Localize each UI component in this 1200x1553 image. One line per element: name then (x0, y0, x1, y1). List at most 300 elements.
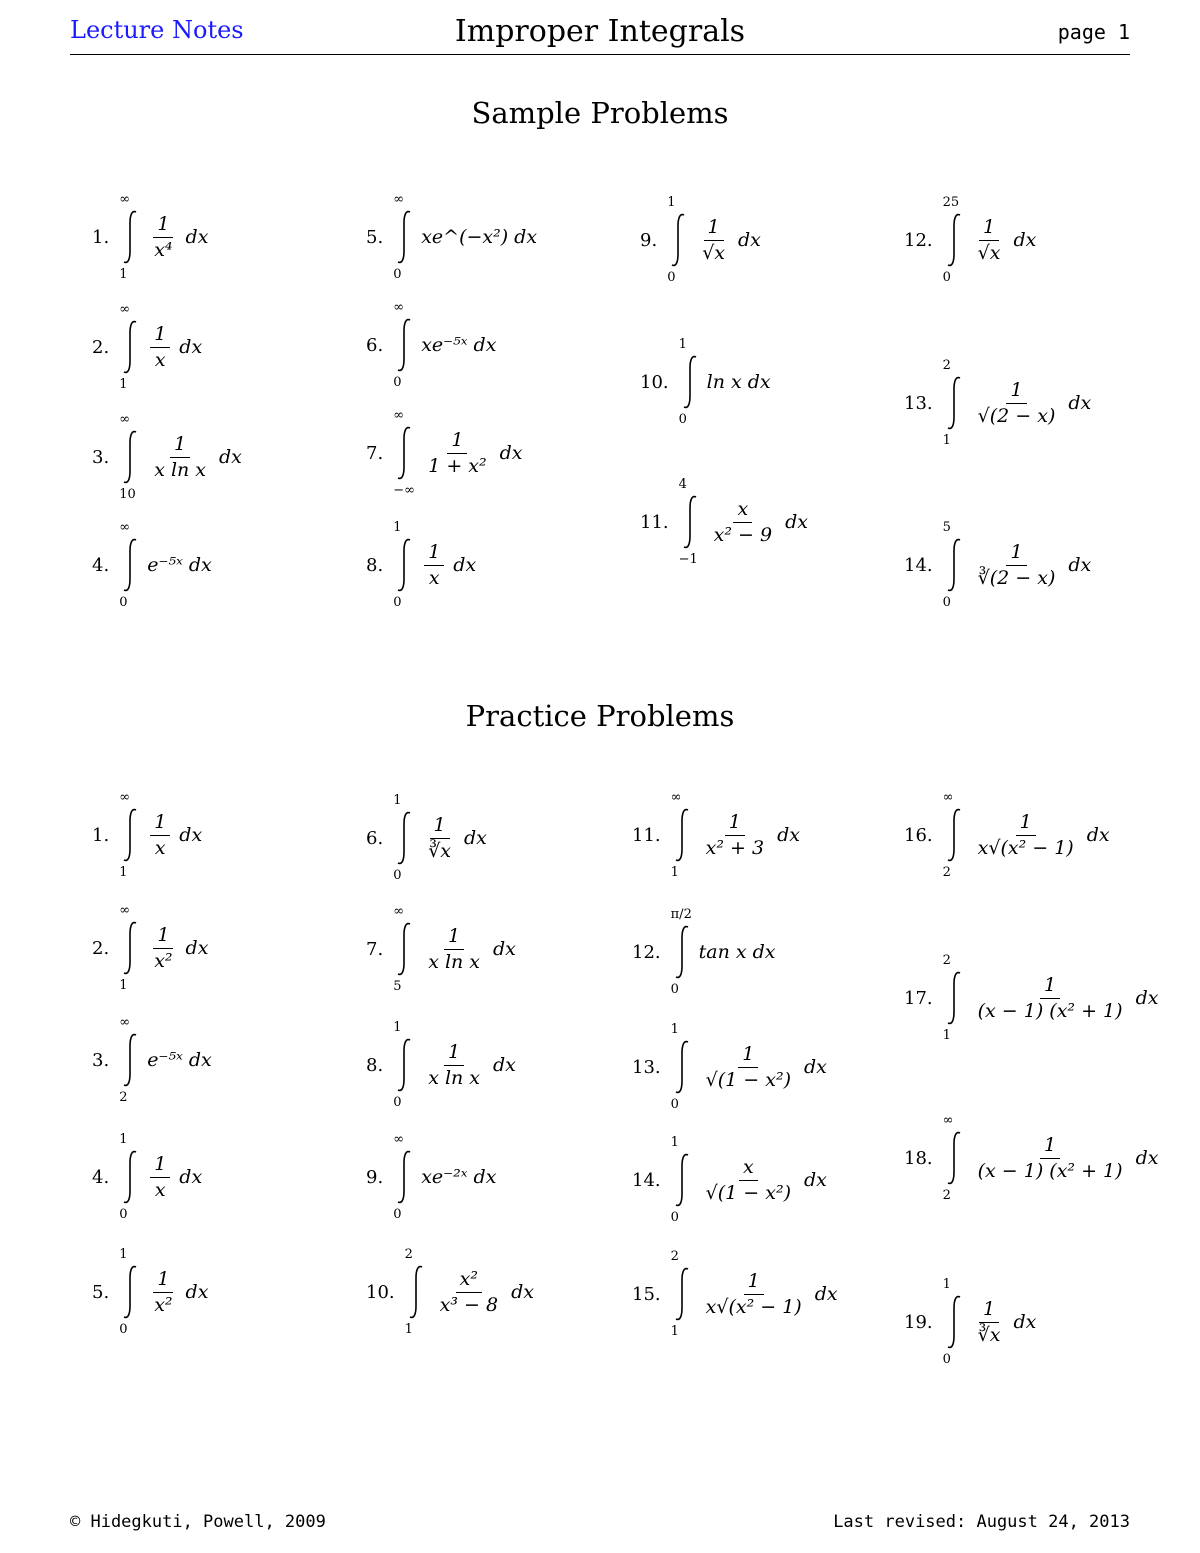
integral-sign (679, 337, 701, 427)
practice-problem (366, 904, 516, 994)
numerator: 1 (1040, 975, 1060, 999)
differential: dx (814, 1283, 838, 1305)
integral-sign (943, 1277, 965, 1367)
fraction (974, 1135, 1127, 1182)
footer-revised: Last revised: August 24, 2013 (833, 1512, 1130, 1532)
problem-number: 15. (632, 1283, 661, 1305)
sample-problem (640, 195, 761, 285)
denominator: x (154, 348, 166, 371)
integral-sign (119, 1015, 141, 1105)
denominator: x (428, 566, 440, 589)
integral-sign (671, 1249, 693, 1339)
differential: dx (185, 226, 209, 248)
problem-number: 5. (92, 1281, 110, 1303)
integral-sign (119, 192, 141, 282)
differential: dx (1135, 987, 1159, 1009)
numerator: 1 (704, 217, 724, 241)
upper-limit: ∞ (119, 903, 131, 918)
lower-limit: 0 (670, 1210, 679, 1225)
denominator: ∛x (977, 1323, 1001, 1346)
fraction (150, 1269, 176, 1316)
numerator: x² (456, 1269, 482, 1293)
integral-sign (119, 520, 141, 610)
numerator: 1 (153, 214, 173, 238)
sample-problem (92, 302, 202, 392)
integrand (147, 434, 242, 481)
fraction (150, 214, 176, 261)
problem-number: 17. (904, 987, 933, 1009)
fraction (424, 1042, 484, 1089)
practice-problem (632, 907, 776, 997)
differential: dx (1135, 1147, 1159, 1169)
sample-problem (92, 520, 212, 610)
integrand (147, 925, 208, 972)
integrand (971, 975, 1159, 1022)
differential: dx (1013, 229, 1037, 251)
practice-problem (92, 1132, 202, 1222)
practice-problem (366, 1247, 534, 1337)
upper-limit: 2 (670, 1249, 679, 1264)
fraction (436, 1269, 502, 1316)
practice-problem (366, 793, 487, 883)
problem-number: 19. (904, 1311, 933, 1333)
problem-number: 2. (92, 336, 110, 358)
fraction (698, 217, 729, 264)
lower-limit: −1 (678, 552, 698, 567)
upper-limit: ∞ (393, 192, 405, 207)
problem-number: 11. (632, 824, 661, 846)
integrand (421, 334, 496, 356)
problem-number: 8. (366, 1054, 384, 1076)
problem-number: 3. (92, 1049, 110, 1071)
denominator: x² (154, 949, 173, 972)
lower-limit: 0 (942, 595, 951, 610)
upper-limit: ∞ (942, 790, 954, 805)
integrand (421, 430, 522, 477)
practice-problem (632, 1135, 827, 1225)
integrand (147, 1049, 212, 1071)
problem-number: 11. (640, 511, 669, 533)
denominator: √(1 − x²) (705, 1068, 791, 1091)
integral-sign (119, 1247, 141, 1337)
differential: dx (493, 1054, 516, 1076)
problem-number: 16. (904, 824, 933, 846)
sample-problem (640, 477, 808, 567)
numerator: 1 (150, 324, 170, 348)
sample-problem (366, 300, 496, 390)
fraction (974, 812, 1078, 859)
lower-limit: 0 (942, 1352, 951, 1367)
upper-limit: ∞ (393, 300, 405, 315)
lower-limit: −∞ (393, 483, 415, 498)
lower-limit: 0 (393, 1095, 402, 1110)
denominator: x ln x (428, 950, 481, 973)
integral-sign (119, 790, 141, 880)
differential: dx (804, 1169, 827, 1191)
differential: dx (738, 229, 761, 251)
lower-limit: 0 (393, 1207, 402, 1222)
integral-sign (393, 192, 415, 282)
differential: dx (499, 442, 523, 464)
fraction (710, 499, 776, 546)
denominator: x√(x² − 1) (705, 1295, 802, 1318)
footer-copyright: © Hidegkuti, Powell, 2009 (70, 1512, 326, 1532)
fraction (424, 542, 444, 589)
upper-limit: 2 (942, 358, 951, 373)
integral-sign (393, 1132, 415, 1222)
integral-sign (671, 1022, 693, 1112)
lower-limit: 1 (119, 865, 128, 880)
denominator: x√(x² − 1) (977, 836, 1074, 859)
integrand (433, 1269, 534, 1316)
denominator: x (154, 1178, 166, 1201)
problem-number: 9. (366, 1166, 384, 1188)
upper-limit: 2 (404, 1247, 413, 1262)
integrand-expression: xe⁻⁵ˣ (421, 334, 468, 356)
lower-limit: 0 (670, 1097, 679, 1112)
fraction (424, 430, 490, 477)
lower-limit: 1 (942, 1028, 951, 1043)
sample-problem (904, 358, 1091, 448)
practice-problem (632, 1249, 838, 1339)
upper-limit: 1 (667, 195, 676, 210)
lower-limit: 1 (119, 978, 128, 993)
integrand (971, 812, 1110, 859)
problem-number: 5. (366, 226, 384, 248)
practice-problem (632, 790, 800, 880)
denominator: x ln x (154, 458, 207, 481)
fraction (702, 1271, 806, 1318)
differential: dx (785, 511, 808, 533)
lower-limit: 0 (119, 1322, 128, 1337)
integrand (421, 815, 487, 862)
problem-number: 7. (366, 938, 384, 960)
integrand (707, 499, 808, 546)
numerator: 1 (744, 1271, 764, 1295)
upper-limit: π/2 (670, 907, 692, 922)
sample-problem (92, 192, 208, 282)
lower-limit: 1 (404, 1322, 413, 1337)
practice-problem (632, 1022, 827, 1112)
lower-limit: 0 (942, 270, 951, 285)
sample-problem (366, 192, 537, 282)
fraction (150, 812, 170, 859)
differential: dx (804, 1056, 827, 1078)
practice-problems-heading: Practice Problems (465, 699, 735, 733)
upper-limit: 1 (393, 793, 402, 808)
differential: dx (188, 1049, 212, 1071)
integral-sign (119, 903, 141, 993)
sample-problem (904, 520, 1091, 610)
integrand (971, 380, 1092, 427)
denominator: √x (977, 241, 1001, 264)
numerator: 1 (150, 1154, 170, 1178)
numerator: 1 (430, 815, 450, 839)
lower-limit: 0 (393, 868, 402, 883)
integrand (971, 217, 1037, 264)
integral-sign (679, 477, 701, 567)
problem-number: 10. (366, 1281, 395, 1303)
differential: dx (777, 824, 800, 846)
sample-problem (904, 195, 1036, 285)
problem-number: 7. (366, 442, 384, 464)
integrand (147, 1154, 202, 1201)
denominator: √(2 − x) (977, 404, 1056, 427)
upper-limit: 1 (670, 1022, 679, 1037)
practice-problem (904, 1277, 1036, 1367)
numerator: 1 (424, 542, 444, 566)
integral-sign (393, 793, 415, 883)
integrand (699, 812, 800, 859)
lower-limit: 2 (942, 865, 951, 880)
lower-limit: 0 (393, 595, 402, 610)
integrand-expression: tan x (698, 941, 747, 963)
lower-limit: 1 (119, 267, 128, 282)
differential: dx (1013, 1311, 1037, 1333)
integral-sign (393, 520, 415, 610)
fraction (150, 434, 210, 481)
differential: dx (185, 1281, 209, 1303)
differential: dx (185, 937, 209, 959)
lower-limit: 0 (119, 1207, 128, 1222)
differential: dx (179, 1166, 203, 1188)
fraction (150, 1154, 170, 1201)
differential: dx (1068, 392, 1092, 414)
problem-number: 14. (632, 1169, 661, 1191)
integrand (421, 926, 516, 973)
integral-sign (671, 1135, 693, 1225)
denominator: √x (702, 241, 726, 264)
upper-limit: 4 (678, 477, 687, 492)
integrand (699, 1044, 827, 1091)
sample-problem (366, 520, 476, 610)
lower-limit: 1 (119, 377, 128, 392)
lower-limit: 1 (670, 1324, 679, 1339)
upper-limit: ∞ (670, 790, 682, 805)
denominator: x² + 3 (705, 836, 765, 859)
integrand (707, 371, 771, 393)
integrand (147, 214, 208, 261)
fraction (424, 815, 455, 862)
integral-sign (393, 300, 415, 390)
integrand (421, 1166, 496, 1188)
numerator: 1 (1006, 542, 1026, 566)
denominator: x³ − 8 (439, 1293, 499, 1316)
integrand (147, 554, 212, 576)
integrand (421, 226, 537, 248)
numerator: x (733, 499, 752, 523)
denominator: 1 + x² (428, 454, 487, 477)
fraction (974, 380, 1060, 427)
integrand-expression: ln x (706, 371, 742, 393)
numerator: 1 (153, 925, 173, 949)
numerator: 1 (153, 1269, 173, 1293)
fraction (974, 217, 1005, 264)
upper-limit: 2 (942, 953, 951, 968)
differential: dx (752, 941, 776, 963)
numerator: 1 (1040, 1135, 1060, 1159)
integrand (699, 1271, 838, 1318)
integral-sign (405, 1247, 427, 1337)
differential: dx (179, 824, 203, 846)
upper-limit: 1 (678, 337, 687, 352)
sample-problems-heading: Sample Problems (471, 96, 729, 130)
integrand (695, 217, 761, 264)
lower-limit: 0 (678, 412, 687, 427)
upper-limit: ∞ (119, 1015, 131, 1030)
numerator: 1 (725, 812, 745, 836)
denominator: ∛(2 − x) (977, 566, 1056, 589)
lower-limit: 2 (942, 1188, 951, 1203)
fraction (150, 925, 176, 972)
upper-limit: ∞ (119, 302, 131, 317)
upper-limit: ∞ (119, 790, 131, 805)
lower-limit: 0 (393, 375, 402, 390)
differential: dx (1086, 824, 1110, 846)
integral-sign (943, 358, 965, 448)
integral-sign (671, 790, 693, 880)
practice-problem (904, 1113, 1158, 1203)
differential: dx (179, 336, 203, 358)
upper-limit: ∞ (942, 1113, 954, 1128)
integral-sign (119, 412, 141, 502)
numerator: 1 (738, 1044, 758, 1068)
numerator: 1 (150, 812, 170, 836)
problem-number: 10. (640, 371, 669, 393)
problem-number: 13. (632, 1056, 661, 1078)
numerator: 1 (444, 926, 464, 950)
fraction (150, 324, 170, 371)
upper-limit: ∞ (119, 520, 131, 535)
problem-number: 9. (640, 229, 658, 251)
fraction (974, 975, 1127, 1022)
practice-problem (366, 1020, 516, 1110)
lower-limit: 5 (393, 979, 402, 994)
upper-limit: ∞ (393, 904, 405, 919)
denominator: (x − 1) (x² + 1) (977, 999, 1123, 1022)
integrand-expression: e⁻⁵ˣ (147, 1049, 183, 1071)
problem-number: 4. (92, 554, 110, 576)
problem-number: 12. (904, 229, 933, 251)
denominator: x² − 9 (713, 523, 773, 546)
numerator: 1 (444, 1042, 464, 1066)
denominator: ∛x (428, 839, 452, 862)
integrand (147, 812, 202, 859)
differential: dx (219, 446, 242, 468)
integral-sign (393, 904, 415, 994)
integrand (971, 1299, 1037, 1346)
practice-problem (92, 1015, 212, 1105)
problem-number: 4. (92, 1166, 110, 1188)
differential: dx (1068, 554, 1092, 576)
integral-sign (943, 1113, 965, 1203)
differential: dx (493, 938, 516, 960)
problem-number: 1. (92, 824, 110, 846)
lower-limit: 0 (119, 595, 128, 610)
integral-sign (119, 302, 141, 392)
upper-limit: 1 (119, 1247, 128, 1262)
page-number: page 1 (1057, 20, 1130, 44)
lower-limit: 2 (119, 1090, 128, 1105)
upper-limit: 1 (393, 1020, 402, 1035)
lower-limit: 10 (119, 487, 136, 502)
fraction (974, 542, 1060, 589)
practice-problem (92, 790, 202, 880)
numerator: 1 (447, 430, 467, 454)
integral-sign (119, 1132, 141, 1222)
numerator: 1 (1006, 380, 1026, 404)
denominator: x (154, 836, 166, 859)
integrand (421, 542, 476, 589)
differential: dx (511, 1281, 534, 1303)
integral-sign (943, 195, 965, 285)
lower-limit: 1 (670, 865, 679, 880)
denominator: x ln x (428, 1066, 481, 1089)
numerator: 1 (170, 434, 190, 458)
practice-problem (904, 953, 1158, 1043)
numerator: 1 (979, 217, 999, 241)
differential: dx (464, 827, 487, 849)
integral-sign (667, 195, 689, 285)
numerator: 1 (1016, 812, 1036, 836)
denominator: (x − 1) (x² + 1) (977, 1159, 1123, 1182)
differential: dx (453, 554, 477, 576)
problem-number: 12. (632, 941, 661, 963)
integral-sign (393, 408, 415, 498)
lower-limit: 1 (942, 433, 951, 448)
problem-number: 14. (904, 554, 933, 576)
differential: dx (473, 334, 497, 356)
fraction (702, 1044, 795, 1091)
page-title: Improper Integrals (454, 14, 746, 49)
differential: dx (188, 554, 212, 576)
fraction (702, 1157, 795, 1204)
problem-number: 13. (904, 392, 933, 414)
problem-number: 18. (904, 1147, 933, 1169)
upper-limit: 1 (670, 1135, 679, 1150)
upper-limit: 5 (942, 520, 951, 535)
upper-limit: 1 (119, 1132, 128, 1147)
numerator: 1 (979, 1299, 999, 1323)
integrand (699, 941, 776, 963)
upper-limit: 1 (942, 1277, 951, 1292)
practice-problem (92, 903, 208, 993)
problem-number: 6. (366, 334, 384, 356)
integral-sign (943, 520, 965, 610)
denominator: x⁴ (154, 238, 173, 261)
problem-number: 3. (92, 446, 110, 468)
differential: dx (747, 371, 771, 393)
integrand-expression: xe⁻²ˣ (421, 1166, 468, 1188)
fraction (974, 1299, 1005, 1346)
denominator: x² (154, 1293, 173, 1316)
fraction (424, 926, 484, 973)
upper-limit: ∞ (393, 408, 405, 423)
practice-problem (92, 1247, 208, 1337)
integral-sign (943, 953, 965, 1043)
sample-problem (640, 337, 771, 427)
differential: dx (514, 226, 538, 248)
sample-problem (366, 408, 523, 498)
problem-number: 6. (366, 827, 384, 849)
lecture-notes-label: Lecture Notes (70, 16, 244, 44)
integral-sign (671, 907, 693, 997)
problem-number: 1. (92, 226, 110, 248)
integrand (147, 1269, 208, 1316)
problem-number: 2. (92, 937, 110, 959)
differential: dx (473, 1166, 497, 1188)
sample-problem (92, 412, 242, 502)
